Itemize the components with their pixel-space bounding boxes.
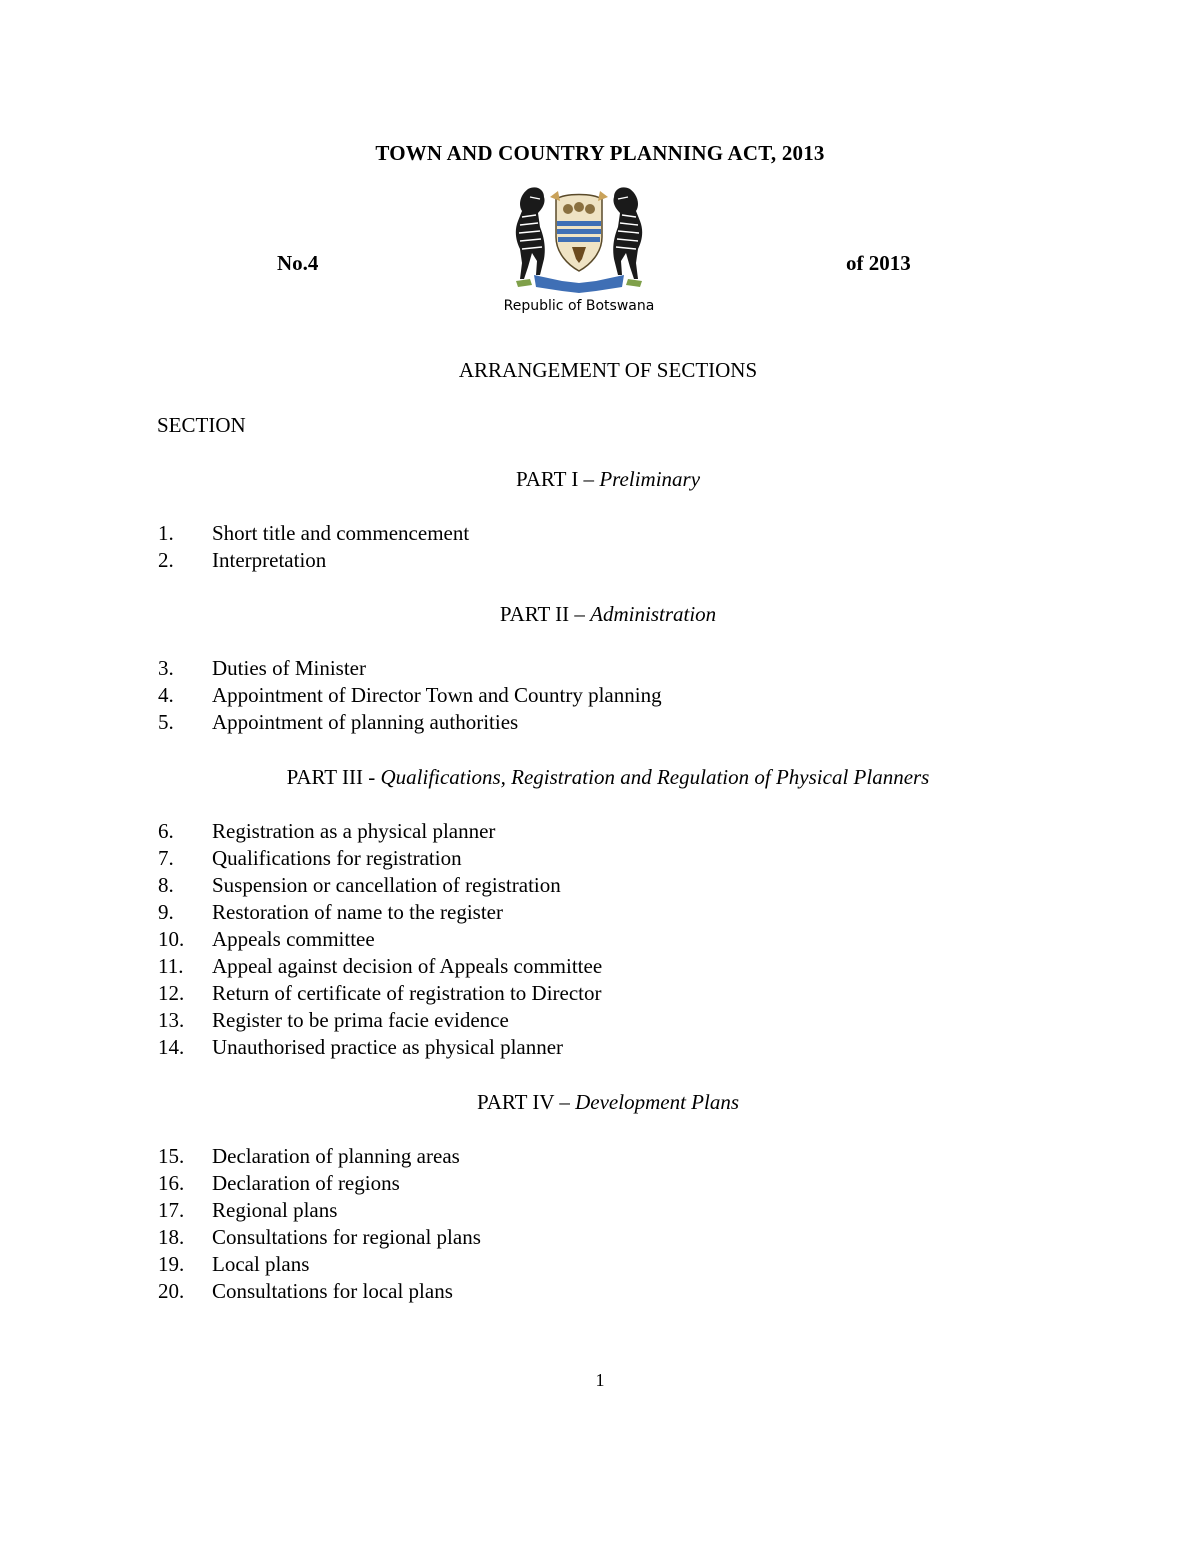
part-name: Preliminary: [599, 467, 701, 491]
section-title: Registration as a physical planner: [212, 819, 496, 843]
part-name: Development Plans: [575, 1090, 739, 1114]
section-title: Appeals committee: [212, 927, 375, 951]
section-title: Return of certificate of registration to Director: [212, 981, 602, 1005]
section-title: Register to be prima facie evidence: [212, 1008, 509, 1032]
part-name: Administration: [590, 602, 717, 626]
section-number: 5.: [158, 710, 174, 734]
section-title: Suspension or cancellation of registration: [212, 873, 561, 897]
section-title: Unauthorised practice as physical planner: [212, 1035, 564, 1059]
part-heading: [0, 602, 1200, 627]
part-label: PART III -: [286, 765, 381, 789]
part-heading: [0, 1090, 1200, 1115]
section-title: Declaration of planning areas: [212, 1144, 460, 1168]
section-number: 17.: [158, 1198, 185, 1222]
part-heading: [0, 765, 1200, 790]
part-label: PART IV –: [476, 1090, 576, 1114]
section-title: Appeal against decision of Appeals committee: [212, 954, 603, 978]
section-number: 19.: [158, 1252, 185, 1276]
section-number: 7.: [158, 846, 174, 870]
section-number: 11.: [158, 954, 184, 978]
section-number: 9.: [158, 900, 174, 924]
arrangement-heading: ARRANGEMENT OF SECTIONS: [458, 358, 758, 382]
section-title: Restoration of name to the register: [212, 900, 503, 924]
section-number: 14.: [158, 1035, 185, 1059]
section-number: 6.: [158, 819, 174, 843]
act-number: No.4: [277, 251, 319, 275]
section-number: 3.: [158, 656, 174, 680]
part-name: Qualifications, Registration and Regulation of Physical Planners: [380, 765, 930, 789]
section-title: Interpretation: [212, 548, 327, 572]
section-title: Local plans: [212, 1252, 310, 1276]
section-number: 4.: [158, 683, 174, 707]
section-number: 1.: [158, 521, 174, 545]
part-heading: [0, 467, 1200, 492]
act-title: TOWN AND COUNTRY PLANNING ACT, 2013: [375, 141, 825, 165]
section-title: Appointment of Director Town and Country planning: [212, 683, 662, 707]
section-number: 16.: [158, 1171, 185, 1195]
section-column-heading: SECTION: [157, 413, 246, 437]
section-number: 13.: [158, 1008, 185, 1032]
section-number: 12.: [158, 981, 185, 1005]
section-number: 10.: [158, 927, 185, 951]
section-title: Short title and commencement: [212, 521, 470, 545]
section-number: 15.: [158, 1144, 185, 1168]
part-label: PART II –: [499, 602, 591, 626]
page-number: 1: [595, 1370, 605, 1390]
section-number: 18.: [158, 1225, 185, 1249]
botswana-coat-of-arms-icon: [506, 183, 652, 295]
part-label: PART I –: [515, 467, 600, 491]
section-number: 20.: [158, 1279, 185, 1303]
act-year: of 2013: [846, 251, 911, 275]
section-number: 2.: [158, 548, 174, 572]
section-title: Qualifications for registration: [212, 846, 462, 870]
coat-of-arms-caption: Republic of Botswana: [503, 298, 655, 314]
section-title: Regional plans: [212, 1198, 338, 1222]
section-title: Declaration of regions: [212, 1171, 400, 1195]
section-title: Duties of Minister: [212, 656, 366, 680]
section-number: 8.: [158, 873, 174, 897]
section-title: Consultations for regional plans: [212, 1225, 481, 1249]
section-title: Consultations for local plans: [212, 1279, 453, 1303]
section-title: Appointment of planning authorities: [212, 710, 519, 734]
